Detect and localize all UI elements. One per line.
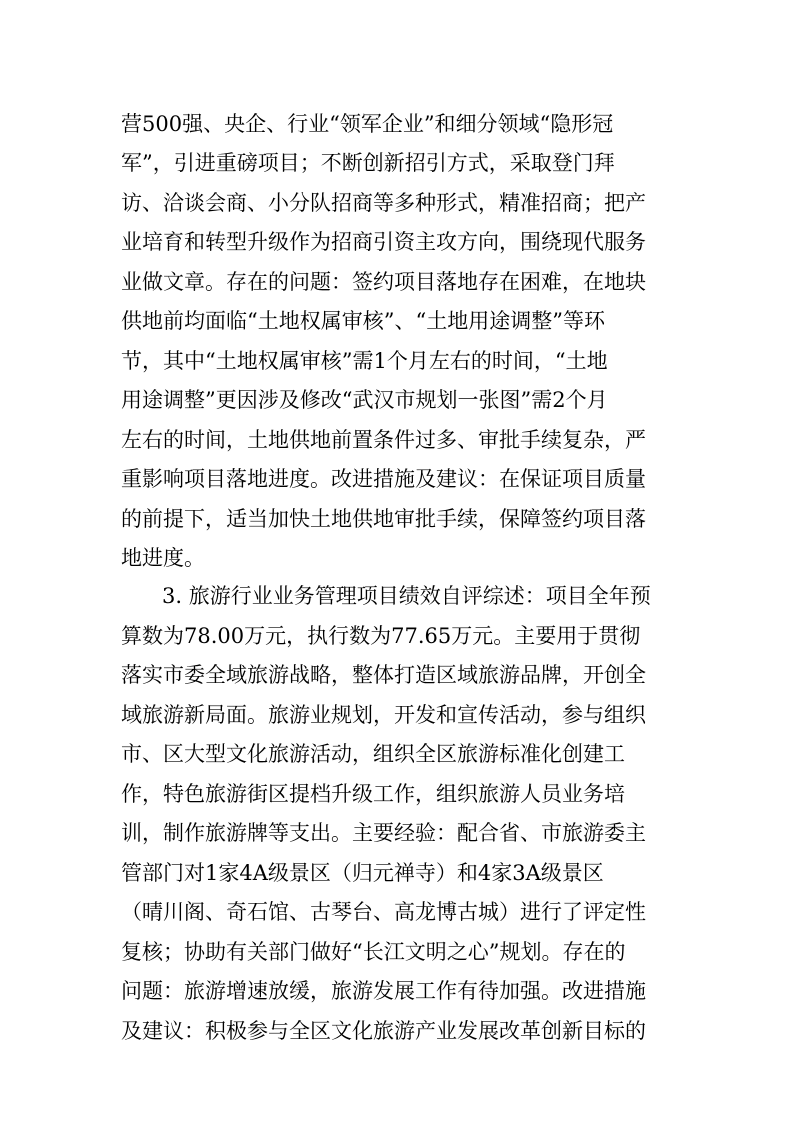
text-line-6: 供地前均面临“土地权属审核”、“土地用途调整”等环 [121, 309, 605, 333]
text-line-1: 营500强、央企、行业“领军企业”和细分领域“隐形冠 [121, 112, 614, 136]
text-line-21: （晴川阁、奇石馆、古琴台、高龙博古城）进行了评定性 [121, 900, 646, 924]
text-line-8: 用途调整”更因涉及修改“武汉市规划一张图”需2个月 [121, 388, 608, 412]
text-line-7: 节，其中“土地权属审核”需1个月左右的时间，“土地 [121, 349, 608, 373]
text-line-20: 管部门对1家4A级景区（归元禅寺）和4家3A级景区 [121, 861, 604, 885]
text-line-22: 复核；协助有关部门做好“长江文明之心”规划。存在的 [121, 940, 626, 964]
text-line-3: 访、洽谈会商、小分队招商等多种形式，精准招商；把产 [121, 191, 646, 215]
text-line-13: 3. 旅游行业业务管理项目绩效自评综述：项目全年预 [162, 584, 651, 608]
text-line-19: 训，制作旅游牌等支出。主要经验：配合省、市旅游委主 [121, 821, 646, 845]
text-line-2: 军”，引进重磅项目；不断创新招引方式，采取登门拜 [121, 151, 615, 175]
text-line-24: 及建议：积极参与全区文化旅游产业发展改革创新目标的 [121, 1019, 646, 1043]
text-line-10: 重影响项目落地进度。改进措施及建议：在保证项目质量 [121, 467, 646, 491]
text-line-9: 左右的时间，土地供地前置条件过多、审批手续复杂，严 [121, 428, 646, 452]
text-line-5: 业做文章。存在的问题：签约项目落地存在困难，在地块 [121, 270, 646, 294]
text-line-18: 作，特色旅游街区提档升级工作，组织旅游人员业务培 [121, 782, 625, 806]
text-line-4: 业培育和转型升级作为招商引资主攻方向，围绕现代服务 [121, 230, 646, 254]
text-line-17: 市、区大型文化旅游活动，组织全区旅游标准化创建工 [121, 742, 625, 766]
text-line-12: 地进度。 [121, 546, 205, 570]
text-line-15: 落实市委全域旅游战略，整体打造区域旅游品牌，开创全 [121, 663, 646, 687]
text-line-23: 问题：旅游增速放缓，旅游发展工作有待加强。改进措施 [121, 979, 646, 1003]
text-line-16: 域旅游新局面。旅游业规划，开发和宣传活动，参与组织 [121, 703, 646, 727]
text-line-14: 算数为78.00万元，执行数为77.65万元。主要用于贯彻 [121, 624, 641, 648]
text-line-11: 的前提下，适当加快土地供地审批手续，保障签约项目落 [121, 507, 646, 531]
